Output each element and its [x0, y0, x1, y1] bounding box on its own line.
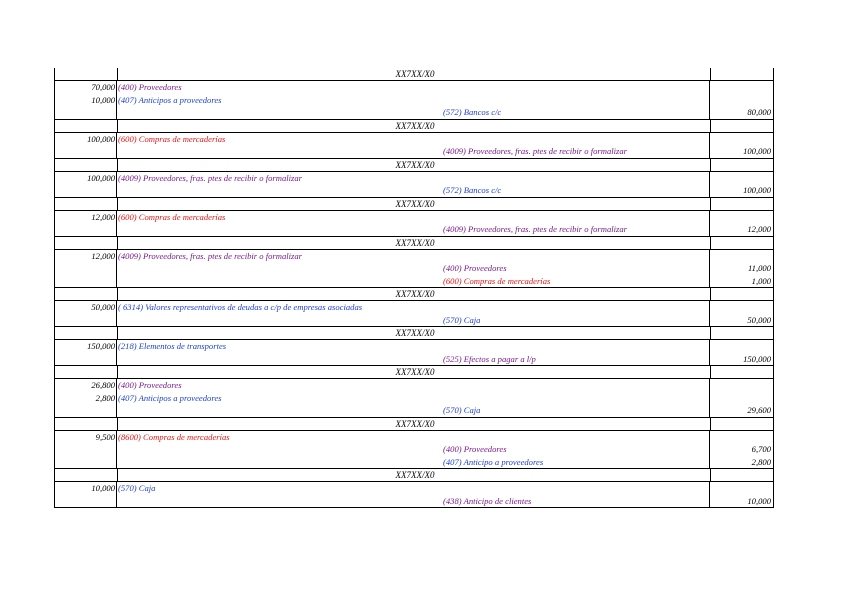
journal-entry	[54, 120, 774, 159]
entry-date-row	[54, 418, 774, 430]
debit-line	[55, 392, 773, 405]
debit-account: (8600) Compras de mercaderías	[118, 431, 230, 442]
debit-amount: 12,000	[91, 250, 115, 261]
entry-date: XX7XX/X0	[395, 328, 435, 338]
debit-line	[55, 301, 773, 314]
credit-line	[55, 443, 773, 456]
journal-entry	[54, 198, 774, 237]
entry-lines	[54, 430, 774, 470]
credit-line	[55, 353, 773, 366]
entry-date: XX7XX/X0	[395, 237, 435, 248]
credit-account: (400) Proveedores	[443, 263, 507, 273]
entry-date-row	[54, 327, 774, 339]
debit-account: (400) Proveedores	[118, 380, 182, 390]
entry-date: XX7XX/X0	[395, 198, 435, 209]
credit-account: (570) Caja	[443, 314, 481, 325]
entry-date-row	[54, 237, 774, 249]
credit-amount: 1,000	[751, 275, 771, 286]
debit-line	[55, 379, 773, 392]
credit-amount: 6,700	[751, 444, 771, 454]
debit-account: (4009) Proveedores, fras. ptes de recibir o formalizar	[118, 172, 303, 183]
journal-entry	[54, 237, 774, 289]
journal-entry	[54, 418, 774, 470]
credit-account: (407) Anticipo a proveedores	[443, 456, 544, 467]
credit-line	[55, 262, 773, 275]
debit-amount: 10,000	[91, 483, 115, 493]
journal-entry	[54, 327, 774, 366]
debit-line	[55, 340, 773, 353]
credit-amount: 50,000	[747, 314, 771, 325]
entry-date: XX7XX/X0	[395, 69, 435, 79]
debit-account: (407) Anticipos a proveedores	[118, 392, 222, 403]
journal-entry	[54, 288, 774, 327]
debit-amount: 50,000	[91, 302, 115, 312]
debit-account: (407) Anticipos a proveedores	[118, 94, 222, 105]
journal-entry	[54, 366, 774, 418]
entry-lines	[54, 80, 774, 120]
debit-line	[55, 94, 773, 107]
debit-line	[55, 172, 773, 185]
entry-lines	[54, 481, 774, 508]
credit-account: (570) Caja	[443, 405, 481, 415]
entry-lines	[54, 249, 774, 289]
debit-line	[55, 211, 773, 224]
debit-amount: 150,000	[87, 341, 115, 351]
entry-lines	[54, 132, 774, 159]
entry-lines	[54, 378, 774, 418]
debit-account: ( 6314) Valores representativos de deudas a c/p de empresas asociadas	[118, 302, 363, 312]
entry-date: XX7XX/X0	[395, 470, 435, 480]
debit-account: (600) Compras de mercaderías	[118, 211, 226, 222]
credit-amount: 80,000	[747, 107, 771, 117]
credit-amount: 12,000	[747, 224, 771, 234]
debit-amount: 100,000	[87, 172, 115, 183]
credit-account: (4009) Proveedores, fras. ptes de recibir o formalizar	[443, 224, 628, 234]
journal-entry	[54, 159, 774, 198]
credit-line	[55, 404, 773, 417]
debit-amount: 70,000	[91, 82, 115, 92]
entry-date: XX7XX/X0	[395, 289, 435, 299]
entry-date-row	[54, 120, 774, 132]
entry-date-row	[54, 469, 774, 481]
debit-amount: 2,800	[95, 392, 115, 403]
entry-date-row	[54, 159, 774, 171]
credit-line	[55, 495, 773, 508]
credit-account: (400) Proveedores	[443, 444, 507, 454]
entry-date-row	[54, 366, 774, 378]
debit-line	[55, 431, 773, 444]
entry-date-row	[54, 288, 774, 300]
credit-line	[55, 314, 773, 327]
credit-account: (438) Anticipo de clientes	[443, 495, 532, 506]
credit-line	[55, 106, 773, 119]
credit-line	[55, 145, 773, 158]
debit-account: (4009) Proveedores, fras. ptes de recibir o formalizar	[118, 250, 303, 261]
debit-amount: 10,000	[91, 94, 115, 105]
credit-line	[55, 275, 773, 288]
debit-amount: 9,500	[95, 431, 115, 442]
entry-lines	[54, 300, 774, 327]
entry-lines	[54, 339, 774, 366]
debit-line	[55, 81, 773, 94]
credit-amount: 10,000	[747, 495, 771, 506]
debit-line	[55, 250, 773, 263]
entry-date: XX7XX/X0	[395, 418, 435, 429]
entry-date: XX7XX/X0	[395, 159, 435, 170]
journal-entry	[54, 68, 774, 120]
debit-account: (400) Proveedores	[118, 82, 182, 92]
debit-account: (570) Caja	[118, 483, 156, 493]
credit-account: (572) Bancos c/c	[443, 107, 502, 117]
debit-amount: 26,800	[91, 380, 115, 390]
journal-entry	[54, 469, 774, 508]
debit-account: (218) Elementos de transportes	[118, 341, 227, 351]
credit-line	[55, 184, 773, 197]
debit-line	[55, 482, 773, 495]
credit-line	[55, 223, 773, 236]
credit-amount: 29,600	[747, 405, 771, 415]
entry-date-row	[54, 68, 774, 80]
entry-lines	[54, 210, 774, 237]
debit-amount: 100,000	[87, 133, 115, 144]
entry-date: XX7XX/X0	[395, 120, 435, 131]
credit-account: (4009) Proveedores, fras. ptes de recibir o formalizar	[443, 146, 628, 156]
journal-table	[54, 68, 774, 508]
debit-account: (600) Compras de mercaderías	[118, 133, 226, 144]
entry-date-row	[54, 198, 774, 210]
credit-amount: 2,800	[751, 456, 771, 467]
debit-amount: 12,000	[91, 211, 115, 222]
entry-lines	[54, 171, 774, 198]
credit-account: (600) Compras de mercaderías	[443, 275, 551, 286]
debit-line	[55, 133, 773, 146]
credit-amount: 11,000	[748, 263, 771, 273]
credit-line	[55, 456, 773, 469]
credit-amount: 150,000	[743, 353, 771, 364]
credit-account: (525) Efectos a pagar a l/p	[443, 353, 536, 364]
entry-date: XX7XX/X0	[395, 367, 435, 377]
credit-amount: 100,000	[743, 185, 771, 195]
credit-account: (572) Bancos c/c	[443, 185, 502, 195]
credit-amount: 100,000	[743, 146, 771, 156]
